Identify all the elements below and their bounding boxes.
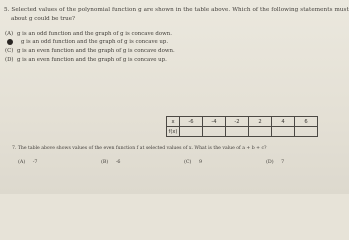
q2-choice-a-value: -7 (32, 160, 38, 165)
q2-choice-a-letter: (A) (18, 160, 26, 165)
question-1-text-continued: about g could be true? (11, 16, 76, 22)
table-cell-x: 6 (295, 117, 318, 127)
choice-c[interactable] (5, 48, 175, 54)
q2-choice-d-letter: (D) (266, 160, 274, 165)
table-cell-fx (295, 127, 318, 137)
q2-choice-b-letter: (B) (101, 160, 109, 165)
choice-d-letter: (D) (5, 57, 14, 63)
choice-a-letter: (A) (5, 31, 14, 37)
table-cell-fx (249, 127, 272, 137)
q2-choice-b-value: -6 (115, 160, 121, 165)
choice-c-letter: (C) (5, 48, 14, 54)
q2-choice-d[interactable] (266, 160, 284, 165)
table-header-x: x (167, 117, 180, 127)
selected-bubble-icon (7, 39, 13, 45)
question-2-text: 7. The table above shows values of the even function f at selected values of x. What is the value of a + b + c? (12, 146, 267, 151)
table-cell-fx (203, 127, 226, 137)
table-cell-x: -6 (180, 117, 203, 127)
choice-d-text: g is an even function and the graph of g is concave up. (17, 57, 167, 63)
q2-choice-c-letter: (C) (184, 160, 192, 165)
q2-choice-c-value: 9 (198, 160, 203, 165)
choice-a-text: g is an odd function and the graph of g is concave down. (17, 31, 172, 37)
q2-choice-b[interactable] (101, 160, 121, 165)
table-cell-x: 2 (249, 117, 272, 127)
table-header-fx: f(x) (167, 127, 180, 137)
table-cell-x: -4 (203, 117, 226, 127)
table-cell-fx (272, 127, 295, 137)
table-row-fx (167, 127, 318, 137)
choice-d[interactable] (5, 57, 167, 63)
table-cell-x: 4 (272, 117, 295, 127)
choice-b[interactable] (5, 39, 168, 45)
function-values-table (166, 116, 318, 137)
choice-c-text: g is an even function and the graph of g is concave down. (17, 48, 175, 54)
choice-a[interactable] (5, 31, 172, 37)
question-2-choices (0, 160, 349, 170)
q2-choice-d-value: 7 (281, 160, 285, 165)
table-cell-fx (226, 127, 249, 137)
choice-b-text: g is an odd function and the graph of g is concave up. (21, 39, 169, 45)
table-cell-fx (180, 127, 203, 137)
q2-choice-c[interactable] (184, 160, 202, 165)
q2-choice-a[interactable] (18, 160, 37, 165)
table-row-x (167, 117, 318, 127)
table-cell-x: -2 (226, 117, 249, 127)
question-1-text: 5. Selected values of the polynomial function g are shown in the table above. Which of the following statements must (4, 7, 349, 13)
